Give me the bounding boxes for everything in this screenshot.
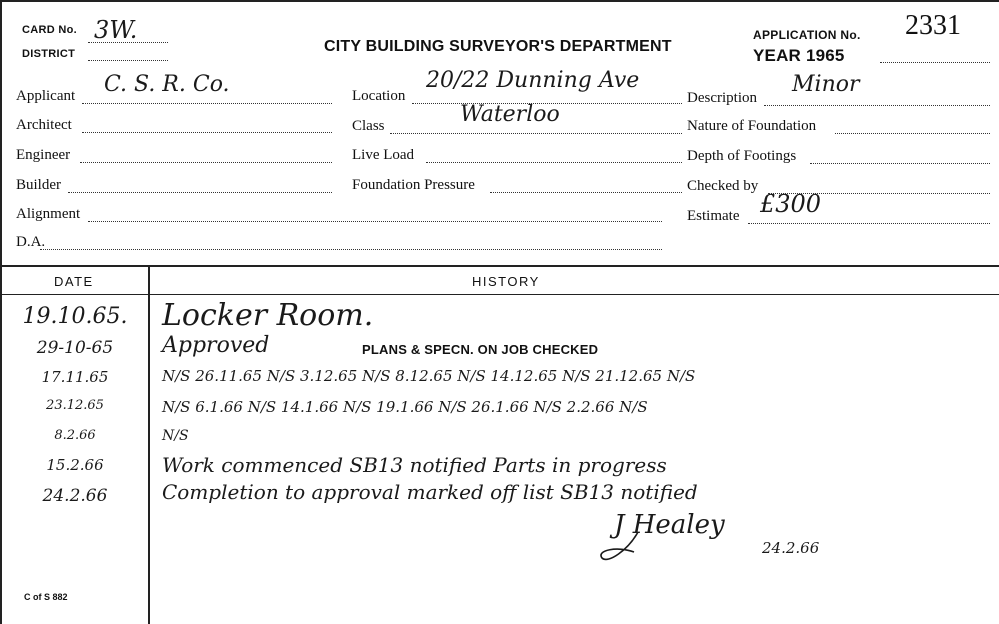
- estimate-value: £300: [760, 190, 822, 218]
- da-label: D.A.: [16, 234, 46, 250]
- class-line: [390, 133, 682, 134]
- signature: J Healey: [614, 510, 725, 540]
- checked-stamp: PLANS & SPECN. ON JOB CHECKED: [362, 342, 599, 357]
- live-load-label: Live Load: [352, 147, 415, 163]
- history-date: 23.12.65: [46, 398, 104, 413]
- foundation-pressure-line: [490, 192, 682, 193]
- history-entry: N/S: [162, 428, 189, 444]
- description-value: Minor: [792, 72, 860, 97]
- applicant-value: C. S. R. Co.: [104, 72, 230, 97]
- architect-label: Architect: [16, 117, 72, 133]
- card-no-value: 3W.: [94, 16, 138, 44]
- foundation-pressure-label: Foundation Pressure: [352, 177, 475, 193]
- history-date: 8.2.66: [54, 428, 96, 443]
- history-date: 15.2.66: [46, 456, 104, 474]
- live-load-line: [426, 162, 682, 163]
- card-no-line: [88, 42, 168, 43]
- engineer-label: Engineer: [16, 147, 71, 163]
- description-line: [764, 105, 990, 106]
- date-column-divider: [148, 265, 150, 624]
- year-label: YEAR 1965: [753, 46, 845, 65]
- nature-of-foundation-label: Nature of Foundation: [687, 118, 817, 134]
- district-line: [88, 60, 168, 61]
- alignment-label: Alignment: [16, 206, 81, 222]
- description-label: Description: [687, 90, 757, 106]
- checked-by-label: Checked by: [687, 178, 759, 194]
- depth-of-footings-label: Depth of Footings: [687, 148, 797, 164]
- signature-date: 24.2.66: [762, 539, 820, 557]
- card-no-label: CARD No.: [22, 24, 77, 36]
- builder-line: [68, 192, 332, 193]
- builder-label: Builder: [16, 177, 61, 193]
- form-code: C of S 882: [24, 592, 68, 602]
- history-entry: Work commenced SB13 notified Parts in progress: [162, 453, 667, 477]
- da-line: [40, 249, 662, 250]
- history-entry: N/S 6.1.66 N/S 14.1.66 N/S 19.1.66 N/S 26.1.66 N/S 2.2.66 N/S: [162, 398, 648, 416]
- history-entry: Approved: [162, 333, 270, 358]
- date-header: DATE: [54, 274, 94, 289]
- applicant-line: [82, 103, 332, 104]
- history-date: 24.2.66: [42, 486, 108, 506]
- nature-of-foundation-line: [835, 133, 990, 134]
- class-label: Class: [352, 118, 385, 134]
- history-entry: Locker Room.: [162, 298, 374, 333]
- location-value: 20/22 Dunning Ave: [426, 68, 640, 93]
- history-date: 29-10-65: [36, 338, 114, 358]
- history-date: 19.10.65.: [22, 304, 128, 329]
- history-entry: Completion to approval marked off list SB13 notified: [162, 480, 698, 504]
- department-title: CITY BUILDING SURVEYOR'S DEPARTMENT: [324, 38, 672, 55]
- signature-flourish: [598, 530, 658, 566]
- history-date: 17.11.65: [41, 368, 109, 386]
- history-entry: N/S 26.11.65 N/S 3.12.65 N/S 8.12.65 N/S 14.12.65 N/S 21.12.65 N/S: [162, 367, 696, 385]
- history-top-rule: [2, 265, 999, 267]
- location-label: Location: [352, 88, 406, 104]
- applicant-label: Applicant: [16, 88, 76, 104]
- application-label: APPLICATION No.: [753, 28, 861, 42]
- district-label: DISTRICT: [22, 48, 76, 60]
- depth-of-footings-line: [810, 163, 990, 164]
- engineer-line: [80, 162, 332, 163]
- architect-line: [82, 132, 332, 133]
- estimate-line: [748, 223, 990, 224]
- estimate-label: Estimate: [687, 208, 740, 224]
- history-header-rule: [2, 294, 999, 295]
- application-number: 2331: [905, 10, 961, 41]
- alignment-line: [88, 221, 662, 222]
- year-line: [880, 62, 990, 63]
- history-header: HISTORY: [472, 274, 540, 289]
- class-value: Waterloo: [460, 102, 560, 127]
